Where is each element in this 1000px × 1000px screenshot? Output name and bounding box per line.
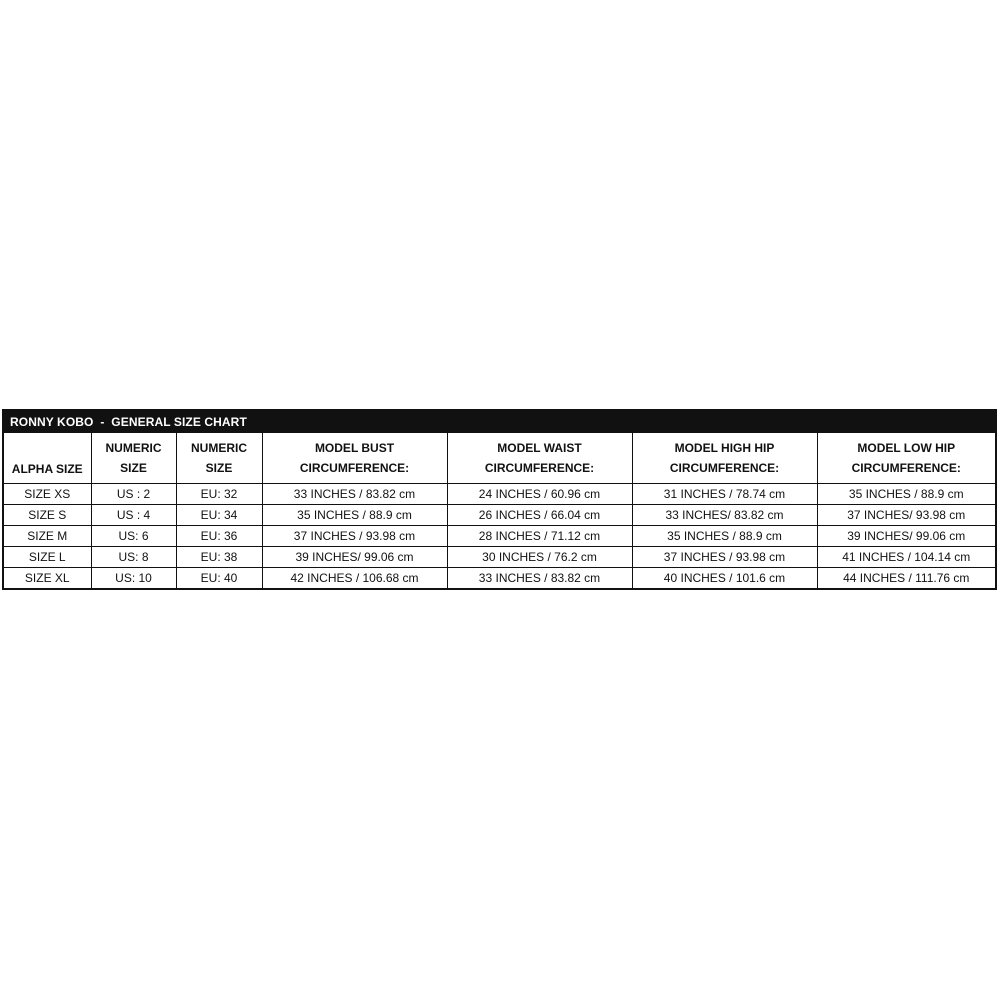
header-line-2: CIRCUMFERENCE:	[299, 461, 410, 475]
cell-low-hip: 35 INCHES / 88.9 cm	[817, 484, 995, 505]
cell-alpha: SIZE XL	[4, 568, 91, 589]
header-line-2: CIRCUMFERENCE:	[851, 461, 961, 475]
header-waist	[447, 433, 632, 484]
header-numeric-eu	[176, 433, 262, 484]
cell-bust: 39 INCHES/ 99.06 cm	[262, 547, 447, 568]
cell-low-hip: 39 INCHES/ 99.06 cm	[817, 526, 995, 547]
header-high-hip	[632, 433, 817, 484]
cell-bust: 42 INCHES / 106.68 cm	[262, 568, 447, 589]
cell-eu: EU: 36	[176, 526, 262, 547]
header-bust	[262, 433, 447, 484]
cell-alpha: SIZE L	[4, 547, 91, 568]
cell-low-hip: 44 INCHES / 111.76 cm	[817, 568, 995, 589]
cell-waist: 28 INCHES / 71.12 cm	[447, 526, 632, 547]
header-line-2: CIRCUMFERENCE:	[484, 461, 595, 475]
header-line-1: NUMERIC	[105, 441, 162, 455]
cell-waist: 24 INCHES / 60.96 cm	[447, 484, 632, 505]
header-low-hip	[817, 433, 995, 484]
cell-high-hip: 33 INCHES/ 83.82 cm	[632, 505, 817, 526]
cell-low-hip: 37 INCHES/ 93.98 cm	[817, 505, 995, 526]
table-row	[4, 547, 995, 568]
header-line-1: MODEL HIGH HIP	[674, 441, 775, 455]
table-row	[4, 505, 995, 526]
cell-waist: 26 INCHES / 66.04 cm	[447, 505, 632, 526]
cell-high-hip: 35 INCHES / 88.9 cm	[632, 526, 817, 547]
size-chart	[2, 409, 997, 590]
header-line-2: SIZE	[205, 461, 233, 475]
cell-bust: 37 INCHES / 93.98 cm	[262, 526, 447, 547]
cell-alpha: SIZE M	[4, 526, 91, 547]
table-row	[4, 568, 995, 589]
cell-alpha: SIZE XS	[4, 484, 91, 505]
table-row	[4, 484, 995, 505]
header-line-2: SIZE	[120, 461, 147, 475]
cell-high-hip: 37 INCHES / 93.98 cm	[632, 547, 817, 568]
cell-high-hip: 31 INCHES / 78.74 cm	[632, 484, 817, 505]
header-line-1: MODEL BUST	[314, 441, 395, 455]
cell-high-hip: 40 INCHES / 101.6 cm	[632, 568, 817, 589]
cell-us: US: 8	[91, 547, 176, 568]
cell-bust: 35 INCHES / 88.9 cm	[262, 505, 447, 526]
header-alpha-size	[4, 433, 91, 484]
header-line-1: NUMERIC	[191, 441, 247, 455]
cell-bust: 33 INCHES / 83.82 cm	[262, 484, 447, 505]
cell-us: US: 6	[91, 526, 176, 547]
chart-title: RONNY KOBO - GENERAL SIZE CHART	[4, 411, 995, 433]
header-alpha-label: ALPHA SIZE	[11, 462, 83, 476]
header-line-2: CIRCUMFERENCE:	[669, 461, 780, 475]
cell-us: US : 4	[91, 505, 176, 526]
cell-alpha: SIZE S	[4, 505, 91, 526]
header-line-1: MODEL WAIST	[497, 441, 582, 455]
cell-waist: 30 INCHES / 76.2 cm	[447, 547, 632, 568]
cell-eu: EU: 38	[176, 547, 262, 568]
size-table	[4, 433, 995, 588]
cell-low-hip: 41 INCHES / 104.14 cm	[817, 547, 995, 568]
table-row	[4, 526, 995, 547]
header-numeric-us	[91, 433, 176, 484]
cell-us: US : 2	[91, 484, 176, 505]
header-line-1: MODEL LOW HIP	[857, 441, 956, 455]
cell-us: US: 10	[91, 568, 176, 589]
cell-eu: EU: 34	[176, 505, 262, 526]
cell-waist: 33 INCHES / 83.82 cm	[447, 568, 632, 589]
header-row	[4, 433, 995, 484]
cell-eu: EU: 40	[176, 568, 262, 589]
cell-eu: EU: 32	[176, 484, 262, 505]
